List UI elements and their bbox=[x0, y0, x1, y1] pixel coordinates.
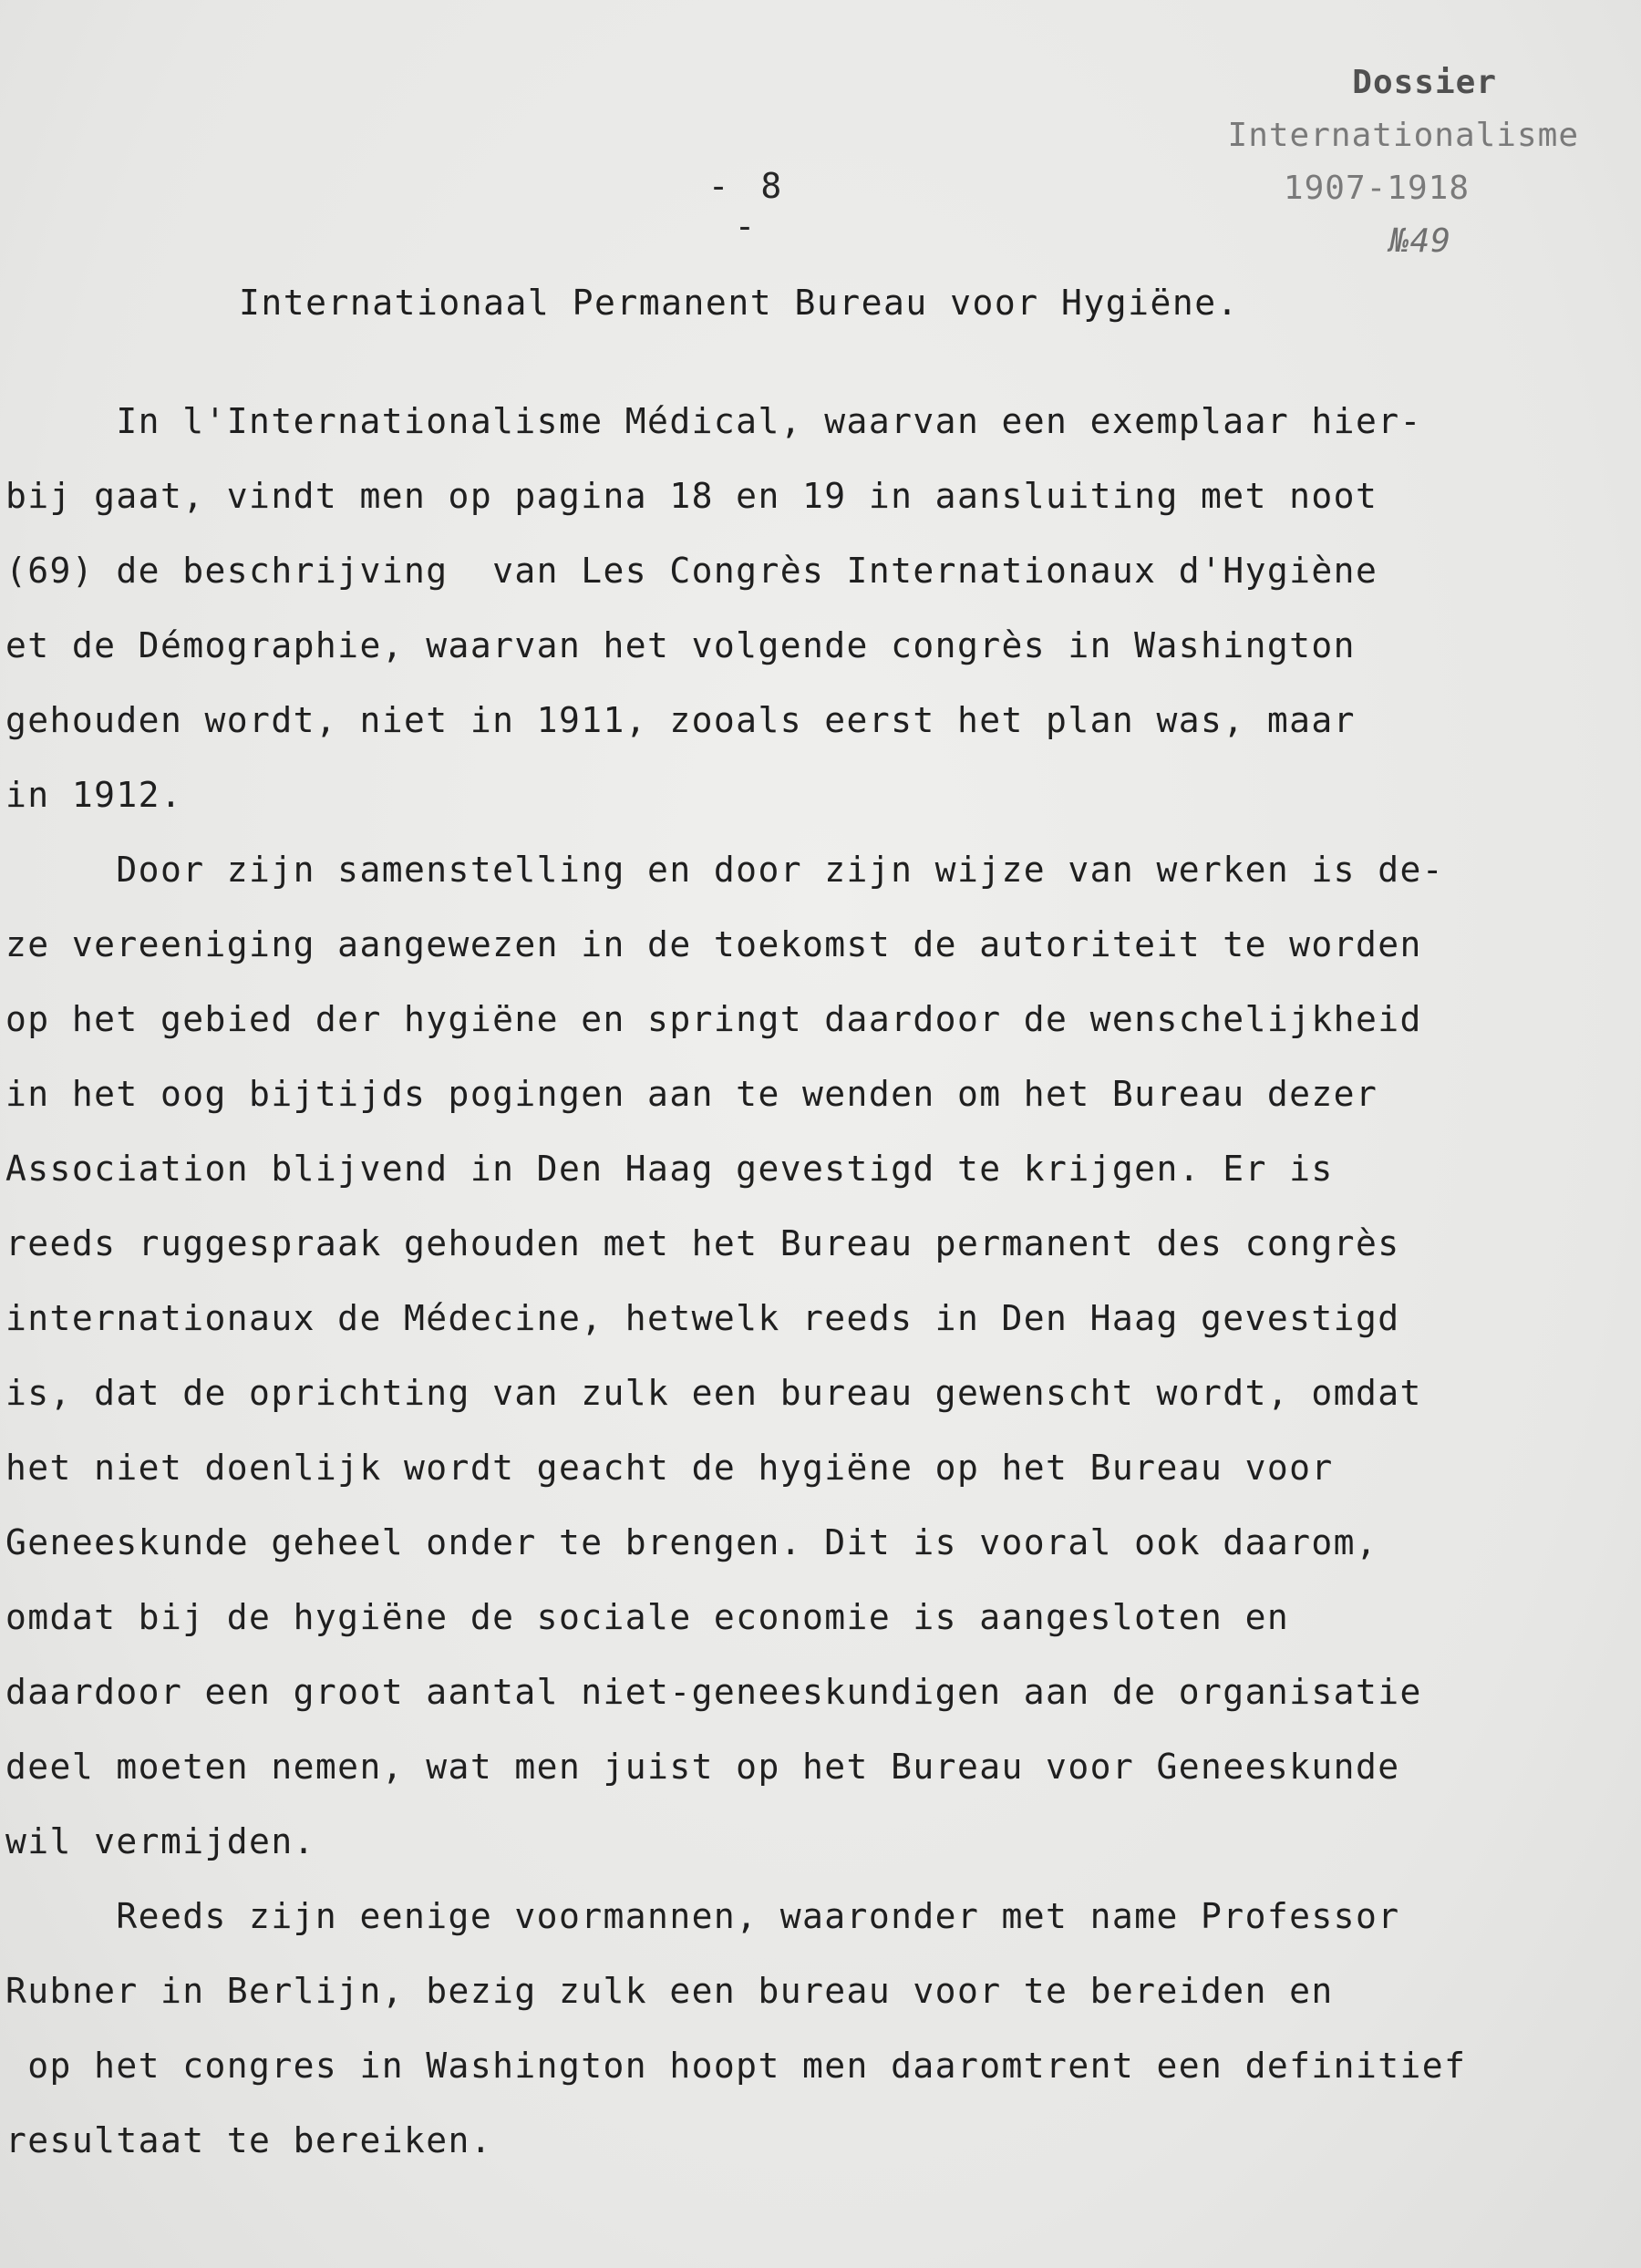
text-line: reeds ruggespraak gehouden met het Bureau permanent des congrès bbox=[5, 1223, 1400, 1263]
stamp-line-dossier: Dossier bbox=[1352, 64, 1497, 101]
text-line: Association blijvend in Den Haag gevestigd te krijgen. Er is bbox=[5, 1149, 1334, 1189]
text-line: Reeds zijn eenige voormannen, waaronder met name Professor bbox=[5, 1896, 1400, 1936]
stamp-line-internationalisme: Internationalisme bbox=[1227, 117, 1579, 154]
stamp-line-number: №49 bbox=[1388, 222, 1451, 260]
text-line: internationaux de Médecine, hetwelk reeds in Den Haag gevestigd bbox=[5, 1298, 1400, 1338]
text-line: in het oog bijtijds pogingen aan te wenden om het Bureau dezer bbox=[5, 1074, 1378, 1114]
text-line: wil vermijden. bbox=[5, 1821, 315, 1861]
page-number: - 8 - bbox=[707, 166, 788, 246]
text-line: Rubner in Berlijn, bezig zulk een bureau voor te bereiden en bbox=[5, 1971, 1334, 2011]
text-line: ze vereeniging aangewezen in de toekomst de autoriteit te worden bbox=[5, 924, 1422, 964]
text-line: et de Démographie, waarvan het volgende congrès in Washington bbox=[5, 625, 1356, 665]
text-line: in 1912. bbox=[5, 775, 183, 815]
text-line: omdat bij de hygiëne de sociale economie is aangesloten en bbox=[5, 1597, 1290, 1637]
stamp-line-years: 1907-1918 bbox=[1283, 170, 1470, 207]
text-line: bij gaat, vindt men op pagina 18 en 19 in aansluiting met noot bbox=[5, 476, 1378, 516]
text-line: (69) de beschrijving van Les Congrès Internationaux d'Hygiène bbox=[5, 551, 1378, 591]
text-line: op het congres in Washington hoopt men daaromtrent een definitief bbox=[5, 2046, 1467, 2086]
text-line: daardoor een groot aantal niet-geneeskundigen aan de organisatie bbox=[5, 1672, 1422, 1712]
text-line: gehouden wordt, niet in 1911, zooals eerst het plan was, maar bbox=[5, 700, 1356, 740]
document-heading: Internationaal Permanent Bureau voor Hygiëne. bbox=[239, 283, 1240, 323]
text-line: Door zijn samenstelling en door zijn wijze van werken is de- bbox=[5, 850, 1445, 890]
text-line: In l'Internationalisme Médical, waarvan een exemplaar hier- bbox=[5, 401, 1422, 441]
archive-stamp bbox=[1178, 57, 1579, 268]
text-line: resultaat te bereiken. bbox=[5, 2120, 493, 2160]
text-line: Geneeskunde geheel onder te brengen. Dit is vooral ook daarom, bbox=[5, 1522, 1378, 1562]
text-line: op het gebied der hygiëne en springt daardoor de wenschelijkheid bbox=[5, 999, 1422, 1039]
text-line: is, dat de oprichting van zulk een bureau gewenscht wordt, omdat bbox=[5, 1373, 1422, 1413]
text-line: deel moeten nemen, wat men juist op het Bureau voor Geneeskunde bbox=[5, 1747, 1400, 1787]
text-line: het niet doenlijk wordt geacht de hygiëne op het Bureau voor bbox=[5, 1448, 1334, 1488]
